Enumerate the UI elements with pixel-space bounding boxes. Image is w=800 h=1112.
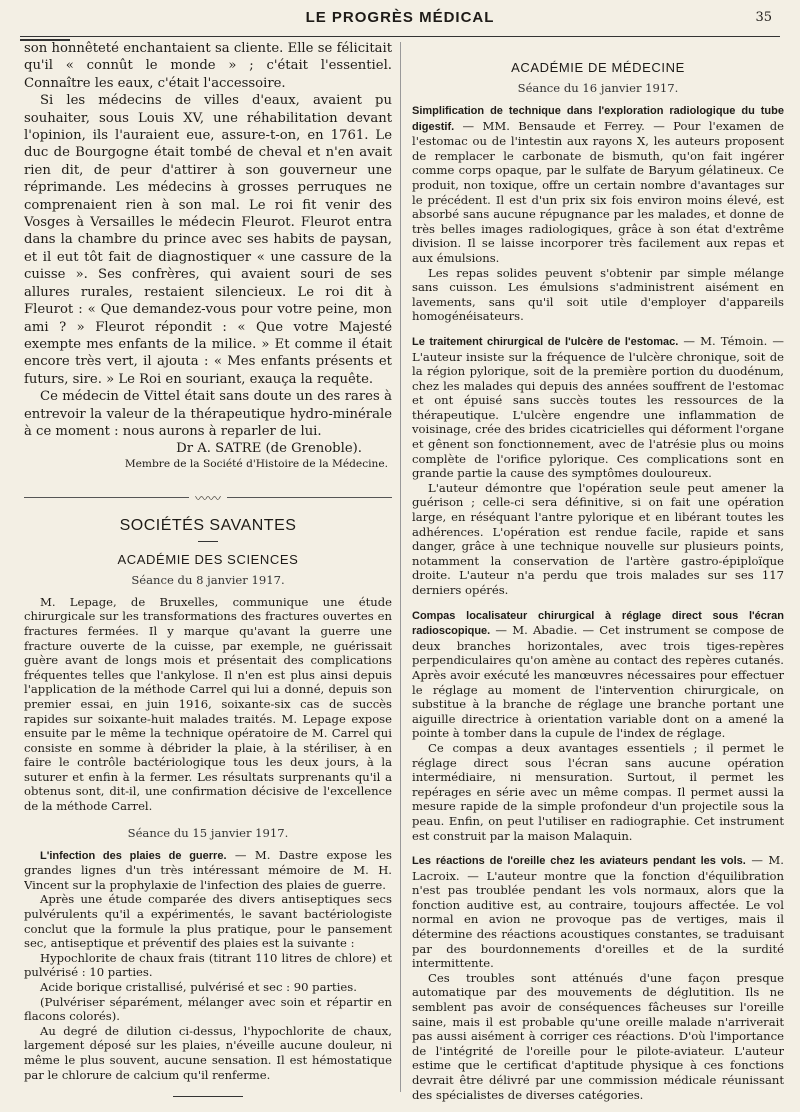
paragraph: son honnêteté enchantaient sa cliente. Elle se félicitait qu'il « connût le monde » ; c'était l'essentiel. Connaître les eaux, c'était l'accessoire. [24,41,392,91]
paragraph: Ce médecin de Vittel était sans doute un des rares à entrevoir la valeur de la thérapeutique hydro-minérale à ce moment : nous aurons à reparler de lui. [24,389,392,439]
end-rule [173,1096,243,1097]
paragraph: Les repas solides peuvent s'obtenir par simple mélange sans cuisson. Les émulsions s'administrent aisément en lavements, sans qu'il soit utile d'employer d'appareils homogénéisateurs. [412,265,784,324]
right-column [412,40,784,1102]
author-affiliation: Membre de la Société d'Histoire de la Médecine. [124,457,388,470]
academy-heading: ACADÉMIE DES SCIENCES [117,551,299,567]
session-date: Séance du 16 janvier 1917. [517,81,679,95]
paragraph: Si les médecins de villes d'eaux, avaient pu souhaiter, sous Louis XV, une réhabilitation devant l'opinion, ils l'auraient eue, assure-t-on, en 1761. Le duc de Bourgogne était tombé de cheval et n'en avait rien dit, de peur d'attirer à son gouverneur une réprimande. Les médecins à grosses perruques ne comprenaient rien à son mal. Le roi fit venir des Vosges à Versailles le médecin Fleurot. Fleurot entra dans la chambre du prince avec ses habits de paysan, et il eut tôt fait de diagnostiquer « une cassure de la cuisse ». Ses confrères, qui avaient souri de ses allures rurales, restaient silencieux. Le roi dit à Fleurot : « Que demandez-vous pour votre peine, mon ami ? » Fleurot répondit : « Que votre Majesté exempte mes enfants de la milice. » Et comme il était encore très vert, il ajouta : « Mes enfants présents et futurs, sire. » Le Roi en souriant, exauça la requête. [24,93,392,387]
page-number: 35 [755,10,772,25]
paragraph: M. Lepage, de Bruxelles, communique une étude chirurgicale sur les transformations des fractures ouvertes en fractures fermées. Il y marque qu'avant la guerre une fracture ouverte de la cuisse, par exemple, ne guérissait guère avant de longs mois et présentait des complications fréquentes telles que l'ankylose. Il n'en est plus ainsi depuis l'application de la méthode Carrel qui lui a donné, depuis son premier essai, en juin 1916, soixante-six cas de succès rapides sur soixante-huit malades traités. M. Lepage expose ensuite par le même la technique opératoire de M. Carrel qui consiste en somme à débrider la plaie, à la stériliser, à en faire le contrôle bactériologique tous les deux jours, à la suturer et enfin à la fermer. Les résultats surprenants qu'il a obtenus sont, dit-il, une confirmation décisive de l'excellence de la méthode Carrel. [24,594,392,814]
paragraph: Ces troubles sont atténués d'une façon presque automatique par des mouvements de déglutition. Ils ne semblent pas avoir de conséquences fâcheuses sur l'oreille saine, mais il est probable qu'une oreille malade n'arriverait pas aussi aisément à corriger ces réactions. D'où l'importance de l'intégrité de l'oreille pour le pilote-aviateur. L'auteur estime que le certificat d'aptitude physique à ces fonctions devrait être délivré par une commission médicale réunissant des spécialistes de diverses catégories. [412,970,784,1102]
paragraph: Ce compas a deux avantages essentiels ; il permet le réglage direct sous l'écran sans aucune opération intermédiaire, ni mensuration. Surtout, il permet les repérages en série avec un même compas. Il permet aussi la mesure rapide de la simple profondeur d'un projectile sous la peau. Enfin, on peut l'utiliser en radiographie. Cet instrument est construit par la maison Malaquin. [412,740,784,843]
report-title: L'infection des plaies de guerre. [40,849,227,862]
paragraph: L'auteur démontre que l'opération seule peut amener la guérison ; celle-ci sera définitive, si on fait une opération large, en réséquant l'antre pylorique et en libérant toutes les adhérences. L'opération est rendue facile, rapide et sans danger, grâce à une technique nouvelle sur plusieurs points, notamment la conservation de l'artère gastro-épiploïque droite. L'auteur n'a perdu que trois malades sur ses 117 derniers opérés. [412,480,784,597]
section-title: SOCIÉTÉS SAVANTES [119,516,297,534]
paragraph: Compas localisateur chirurgical à réglage direct sous l'écran radioscopique. — M. Abadie. — Cet instrument se compose de deux branches horizontales, avec trois tiges-repères perpendiculaires qu'on amène au contact des repères cutanés. Après avoir exécuté les manœuvres nécessaires pour effectuer le réglage au moment de l'intervention chirurgicale, on substitue à la branche de réglage une branche portant une aiguille directrice à orientation variable dont on a amené la pointe à tomber dans la cupule de l'index de réglage. [412,609,784,741]
report-title: Les réactions de l'oreille chez les aviateurs pendant les vols. [412,855,746,868]
journal-title: LE PROGRÈS MÉDICAL [305,9,495,26]
session-date: Séance du 15 janvier 1917. [127,825,289,840]
report-title: Compas localisateur chirurgical à réglage direct sous l'écran radioscopique. [412,609,784,638]
section-rule [198,541,218,542]
session-date: Séance du 8 janvier 1917. [131,572,285,587]
report-title: Le traitement chirurgical de l'ulcère de l'estomac. [412,335,679,348]
paragraph: Au degré de dilution ci-dessus, l'hypochlorite de chaux, largement déposé sur les plaies, n'éveille aucune douleur, ni même le plus souvent, aucune sensation. Il est hémostatique par le chlorure de calcium qu'il renferme. [24,1023,392,1082]
paragraph: Simplification de technique dans l'exploration radiologique du tube digestif. — MM. Bensaude et Ferrey. — Pour l'examen de l'estomac ou de l'intestin aux rayons X, les auteurs proposent de remplacer le carbonate de bismuth, qu'on fait ingérer comme corps opaque, par le sulfate de Baryum gélatineux. Ce produit, non toxique, offre un certain nombre d'avantages sur le précédent. Il est d'un prix six fois environ moins élevé, est absorbé sans aucune répugnance par les malades, et donne de très belles images radiologiques, grâce à son état d'extrême division. Il se laisse incorporer très facilement aux repas et aux émulsions. [412,105,784,265]
column-divider [400,42,401,1092]
paragraph: Après une étude comparée des divers antiseptiques secs pulvérulents qu'il a expérimentés, le savant bactériologiste conclut que la formule la plus pratique, pour le pansement sec, antiseptique et préventif des plaies est la suivante : [24,892,392,951]
paragraph: Les réactions de l'oreille chez les aviateurs pendant les vols. — M. Lacroix. — L'auteur montre que la fonction d'équilibration n'est pas troublée pendant les vols normaux, alors que la fonction auditive est, au contraire, toujours affectée. Le vol normal en avion ne provoque pas de vertiges, mais il détermine des réactions acoustiques constantes, se traduisant par des bourdonnements d'oreilles et de la surdité intermittente. [412,853,784,971]
ornament-divider: 〰〰 [24,488,392,507]
paragraph: (Pulvériser séparément, mélanger avec soin et répartir en flacons colorés). [24,994,392,1024]
report-title: Simplification de technique dans l'exploration radiologique du tube digestif. [412,105,784,133]
paragraph: Acide borique cristallisé, pulvérisé et sec : 90 parties. [40,980,357,994]
academy-heading: ACADÉMIE DE MÉDECINE [511,60,685,75]
author-signature: Dr A. SATRE (de Grenoble). [176,441,362,457]
page-header [20,6,780,34]
left-column [24,40,392,1097]
header-rule [20,36,780,37]
paragraph: L'infection des plaies de guerre. — M. Dastre expose les grandes lignes d'un très intéressant mémoire de M. H. Vincent sur la prophylaxie de l'infection des plaies de guerre. [24,847,392,892]
paragraph: Hypochlorite de chaux frais (titrant 110 litres de chlore) et pulvérisé : 10 parties. [24,950,392,980]
paragraph: Le traitement chirurgical de l'ulcère de l'estomac. — M. Témoin. — L'auteur insiste sur la fréquence de l'ulcère chronique, soit de la région pylorique, soit de la première portion du duodénum, chez les malades qui depuis des années souffrent de l'estomac et ont épuisé sans succès toutes les ressources de la thérapeutique. L'ulcère engendre une inflammation de voisinage, crée des brides cicatricielles qui déforment l'organe et gênent son fonctionnement, avec de l'atrésie plus ou moins complète de l'orifice pylorique. Ces complications sont en grande partie la cause des symptômes douloureux. [412,333,784,481]
